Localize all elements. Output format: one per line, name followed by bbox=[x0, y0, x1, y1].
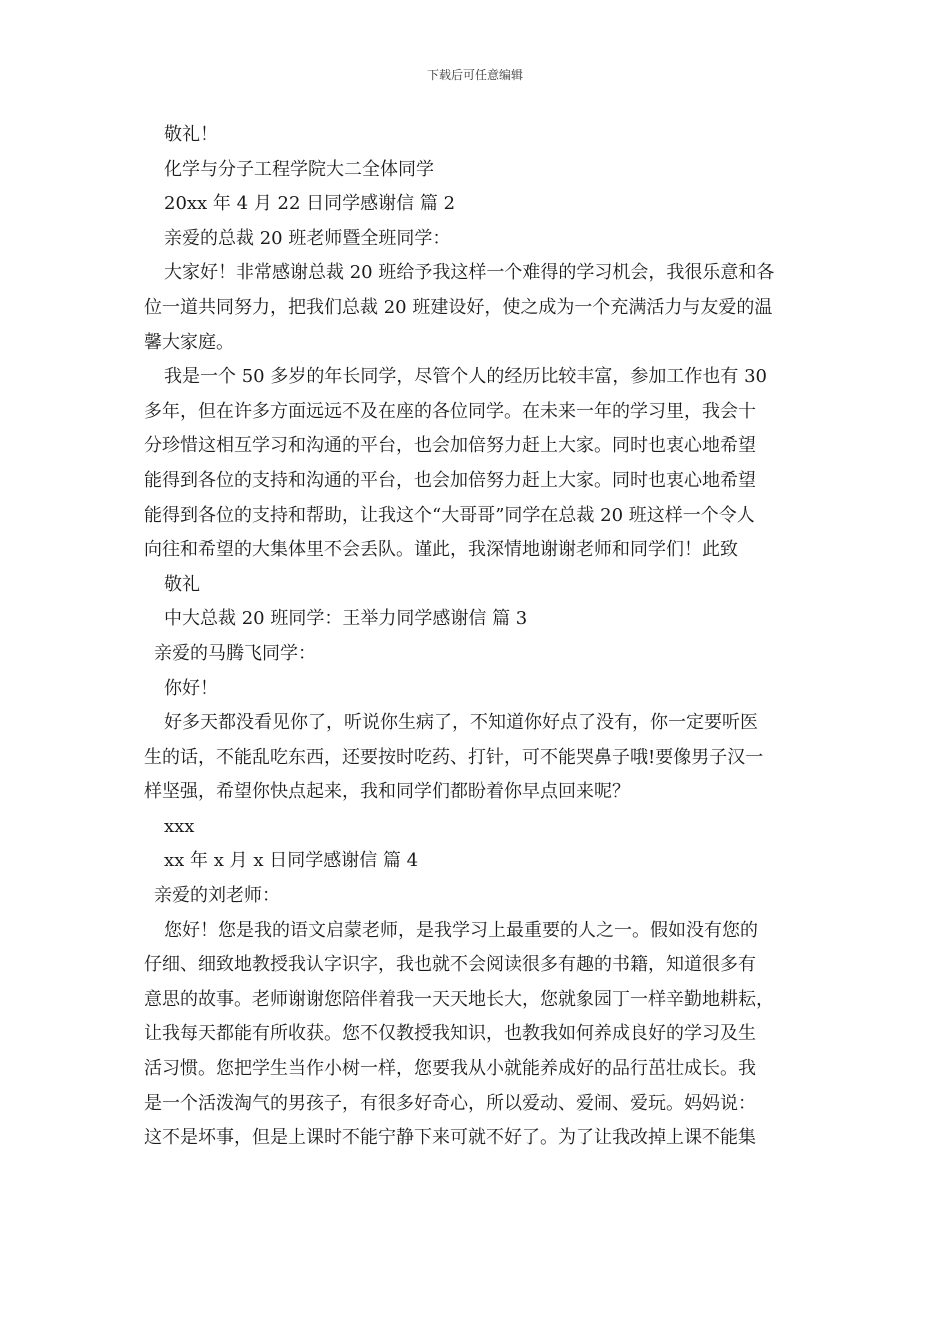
text-line: 中大总裁 20 班同学：王举力同学感谢信 篇 3 bbox=[164, 608, 528, 630]
text-line: 活习惯。您把学生当作小树一样，您要我从小就能养成好的品行茁壮成长。我 bbox=[144, 1058, 756, 1080]
text-line: 意思的故事。老师谢谢您陪伴着我一天天地长大，您就象园丁一样辛勤地耕耘， bbox=[144, 988, 774, 1010]
text-line: 能得到各位的支持和帮助，让我这个“大哥哥”同学在总裁 20 班这样一个令人 bbox=[144, 504, 755, 526]
text-line: 您好！您是我的语文启蒙老师，是我学习上最重要的人之一。假如没有您的 bbox=[164, 919, 758, 941]
text-line: 大家好！非常感谢总裁 20 班给予我这样一个难得的学习机会，我很乐意和各 bbox=[164, 262, 775, 284]
text-line: 仔细、细致地教授我认字识字，我也就不会阅读很多有趣的书籍，知道很多有 bbox=[144, 954, 756, 976]
document-body bbox=[144, 118, 814, 1156]
text-line: 我是一个 50 多岁的年长同学，尽管个人的经历比较丰富，参加工作也有 30 bbox=[164, 366, 767, 388]
text-line: 敬礼 bbox=[164, 573, 200, 595]
text-line: 亲爱的马腾飞同学： bbox=[154, 642, 316, 664]
text-line: 让我每天都能有所收获。您不仅教授我知识，也教我如何养成良好的学习及生 bbox=[144, 1023, 756, 1045]
page-header: 下载后可任意编辑 bbox=[426, 68, 523, 82]
text-line: 生的话，不能乱吃东西，还要按时吃药、打针，可不能哭鼻子哦!要像男子汉一 bbox=[144, 746, 764, 768]
text-line: 能得到各位的支持和沟通的平台，也会加倍努力赶上大家。同时也衷心地希望 bbox=[144, 469, 756, 491]
text-line: 20xx 年 4 月 22 日同学感谢信 篇 2 bbox=[164, 193, 456, 215]
text-line: 位一道共同努力，把我们总裁 20 班建设好，使之成为一个充满活力与友爱的温 bbox=[144, 296, 773, 318]
text-line: 向往和希望的大集体里不会丢队。谨此，我深情地谢谢老师和同学们！此致 bbox=[144, 539, 738, 561]
text-line: xxx bbox=[164, 815, 195, 837]
text-line: 分珍惜这相互学习和沟通的平台，也会加倍努力赶上大家。同时也衷心地希望 bbox=[144, 435, 756, 457]
text-line: 样坚强，希望你快点起来，我和同学们都盼着你早点回来呢？ bbox=[144, 781, 630, 803]
text-line: 亲爱的总裁 20 班老师暨全班同学： bbox=[164, 227, 451, 249]
text-line: 敬礼！ bbox=[164, 124, 218, 145]
text-line: 这不是坏事，但是上课时不能宁静下来可就不好了。为了让我改掉上课不能集 bbox=[144, 1127, 756, 1149]
text-line: 亲爱的刘老师： bbox=[154, 885, 280, 907]
text-line: 多年，但在许多方面远远不及在座的各位同学。在未来一年的学习里，我会十 bbox=[144, 400, 756, 422]
text-line: 化学与分子工程学院大二全体同学 bbox=[164, 158, 434, 180]
text-line: 好多天都没看见你了，听说你生病了，不知道你好点了没有，你一定要听医 bbox=[164, 712, 758, 734]
text-line: 你好！ bbox=[164, 677, 218, 699]
text-line: 馨大家庭。 bbox=[144, 331, 234, 353]
text-line: xx 年 x 月 x 日同学感谢信 篇 4 bbox=[164, 850, 419, 872]
text-line: 是一个活泼淘气的男孩子，有很多好奇心，所以爱动、爱闹、爱玩。妈妈说： bbox=[144, 1092, 756, 1114]
